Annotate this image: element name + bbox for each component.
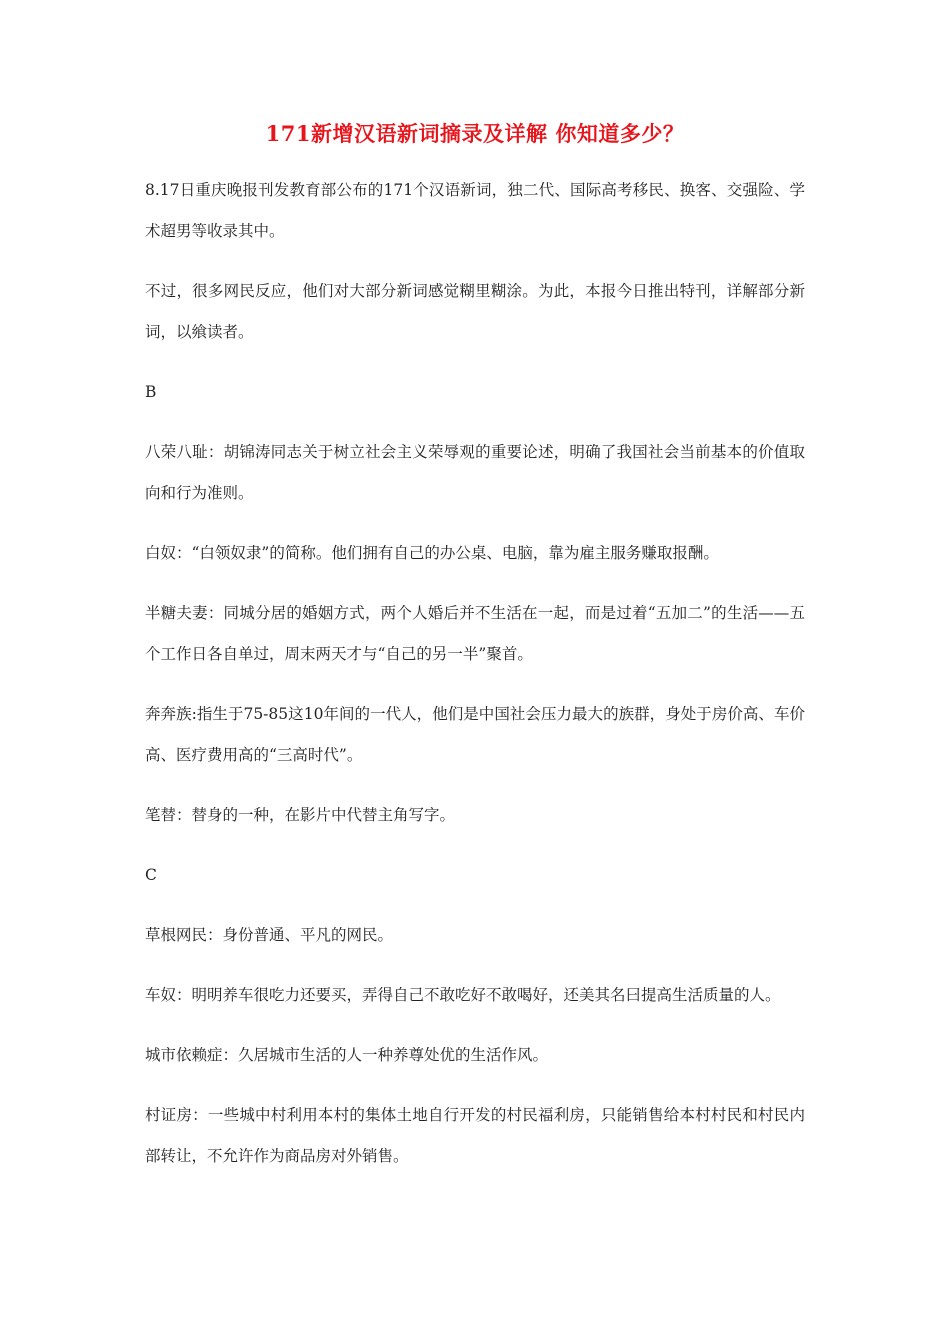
intro-paragraph: 不过，很多网民反应，他们对大部分新词感觉糊里糊涂。为此，本报今日推出特刊，详解部分新词，以飨读者。 <box>145 282 805 341</box>
term-entry: 笔替：替身的一种，在影片中代替主角写字。 <box>145 806 456 824</box>
term-entry: 车奴：明明养车很吃力还要买，弄得自己不敢吃好不敢喝好，还美其名曰提高生活质量的人。 <box>145 986 781 1004</box>
intro-paragraph: 8.17日重庆晚报刊发教育部公布的171个汉语新词，独二代、国际高考移民、换客、交强险、学术超男等收录其中。 <box>145 181 805 240</box>
term-entry: 八荣八耻：胡锦涛同志关于树立社会主义荣辱观的重要论述，明确了我国社会当前基本的价值取向和行为准则。 <box>145 443 805 502</box>
term-entry: 城市依赖症：久居城市生活的人一种养尊处优的生活作风。 <box>145 1046 549 1064</box>
section-letter: C <box>145 866 157 884</box>
term-entry: 半糖夫妻：同城分居的婚姻方式，两个人婚后并不生活在一起，而是过着“五加二”的生活——五个工作日各自单过，周末两天才与“自己的另一半”聚首。 <box>145 604 805 663</box>
document-body <box>145 170 805 1196</box>
document-title: 171新增汉语新词摘录及详解 你知道多少？ <box>265 121 685 146</box>
section-letter: B <box>145 383 157 401</box>
term-entry: 白奴：“白领奴隶”的简称。他们拥有自己的办公桌、电脑，靠为雇主服务赚取报酬。 <box>145 544 719 562</box>
term-entry: 村证房：一些城中村利用本村的集体土地自行开发的村民福利房，只能销售给本村村民和村民内部转让，不允许作为商品房对外销售。 <box>145 1106 805 1165</box>
term-entry: 草根网民：身份普通、平凡的网民。 <box>145 926 394 944</box>
term-entry: 奔奔族:指生于75-85这10年间的一代人，他们是中国社会压力最大的族群，身处于房价高、车价高、医疗费用高的“三高时代”。 <box>145 705 805 764</box>
